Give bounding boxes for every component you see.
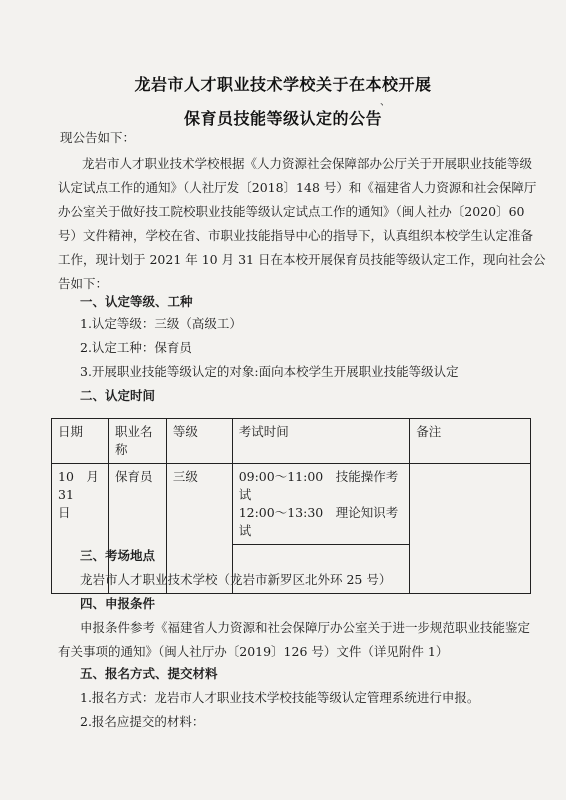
section-heading-5: 五、报名方式、提交材料 bbox=[80, 666, 218, 681]
section-heading-3: 三、考场地点 bbox=[80, 548, 156, 563]
intro-line: 办公室关于做好技工院校职业技能等级认定试点工作的通知》（闽人社办〔2020〕60 bbox=[58, 204, 525, 219]
conditions-line: 有关事项的通知》（闽人社厅办〔2019〕126 号）文件（详见附件 1） bbox=[58, 644, 449, 659]
exam-time-1: 09:00～11:00 技能操作考试 bbox=[238, 469, 399, 502]
conditions-line: 申报条件参考《福建省人力资源和社会保障厅办公室关于进一步规范职业技能鉴定 bbox=[80, 620, 531, 635]
table-header-remarks: 备注 bbox=[410, 419, 531, 464]
table-header-occupation: 职业名称 bbox=[108, 419, 166, 464]
registration-item: 1.报名方式：龙岩市人才职业技术学校技能等级认定管理系统进行申报。 bbox=[80, 690, 480, 705]
intro-line: 工作，现计划于 2021 年 10 月 31 日在本校开展保育员技能等级认定工作，现向社会公 bbox=[58, 252, 546, 267]
title-line-1: 龙岩市人才职业技术学校关于在本校开展 bbox=[134, 75, 432, 94]
greeting: 现公告如下： bbox=[60, 130, 136, 145]
venue-text: 龙岩市人才职业技术学校（龙岩市新罗区北外环 25 号） bbox=[80, 572, 392, 587]
intro-line: 认定试点工作的通知》（人社厅发〔2018〕148 号）和《福建省人力资源和社会保障厅 bbox=[58, 180, 537, 195]
section1-item: 3.开展职业技能等级认定的对象:面向本校学生开展职业技能等级认定 bbox=[80, 364, 459, 379]
table-row bbox=[52, 464, 531, 545]
schedule-table bbox=[51, 418, 531, 594]
title-line-2: 保育员技能等级认定的公告 bbox=[183, 109, 382, 128]
intro-line: 告如下： bbox=[58, 276, 109, 291]
cell-occupation: 保育员 bbox=[108, 464, 166, 594]
registration-item: 2.报名应提交的材料： bbox=[80, 714, 205, 729]
date-line-2: 日 bbox=[58, 505, 71, 520]
intro-line: 龙岩市人才职业技术学校根据《人力资源社会保障部办公厅关于开展职业技能等级 bbox=[82, 156, 533, 171]
table-header-exam-time: 考试时间 bbox=[232, 419, 410, 464]
section-heading-2: 二、认定时间 bbox=[80, 388, 156, 403]
table-header-level: 等级 bbox=[166, 419, 232, 464]
section-heading-1: 一、认定等级、工种 bbox=[80, 294, 193, 309]
table-header-date: 日期 bbox=[52, 419, 109, 464]
section1-item: 2.认定工种：保育员 bbox=[80, 340, 192, 355]
cell-remarks bbox=[410, 464, 531, 594]
section-heading-4: 四、申报条件 bbox=[80, 596, 156, 611]
intro-line: 号）文件精神，学校在省、市职业技能指导中心的指导下，认真组织本校学生认定准备 bbox=[58, 228, 534, 243]
table-header-row bbox=[52, 419, 531, 464]
cell-level: 三级 bbox=[166, 464, 232, 594]
cell-exam-time bbox=[232, 464, 410, 545]
exam-time-2: 12:00～13:30 理论知识考试 bbox=[238, 505, 399, 538]
date-line-1: 10 月 31 bbox=[58, 469, 112, 502]
title-mark: 、 bbox=[380, 97, 390, 108]
section1-item: 1.认定等级：三级（高级工） bbox=[80, 316, 242, 331]
